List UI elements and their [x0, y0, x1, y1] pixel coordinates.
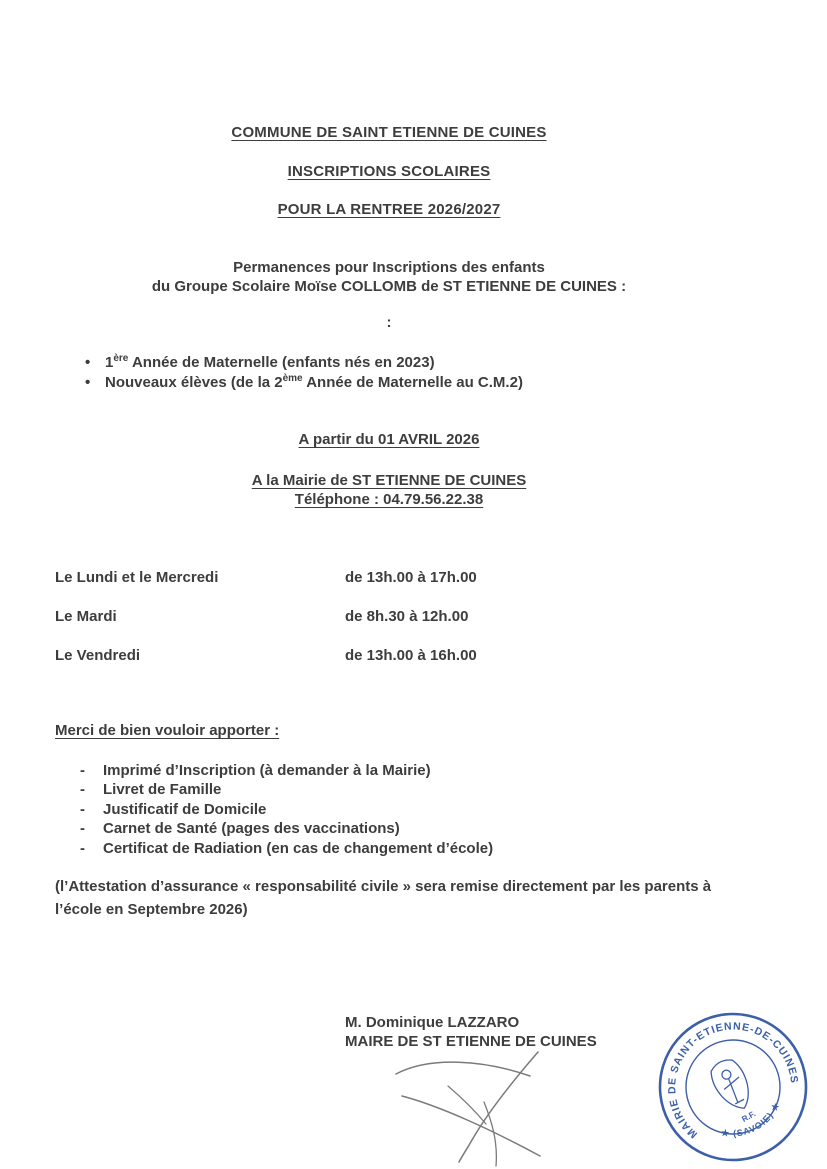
signature-scribble [388, 1046, 560, 1168]
list-item [80, 800, 493, 819]
start-date-line: A partir du 01 AVRIL 2026 [298, 431, 480, 448]
stamp-emblem [706, 1055, 758, 1116]
signature-scribble-svg [388, 1046, 560, 1168]
insurance-note: (l’Attestation d’assurance « responsabilité civile » sera remise directement par les parents à l’école en Septembre 2026) [55, 878, 712, 918]
bring-item-text: Livret de Famille [103, 781, 222, 799]
doc-title-commune: COMMUNE DE SAINT ETIENNE DE CUINES [231, 124, 547, 141]
svg-text:MAIRIE DE SAINT-ETIENNE-DE-CUI [653, 1007, 805, 1143]
bullet1-sup: ère [113, 353, 129, 364]
official-stamp-svg [653, 1007, 813, 1167]
bullet2-sup: ème [282, 373, 303, 384]
list-item [80, 839, 493, 858]
bring-item-text: Imprimé d’Inscription (à demander à la Mairie) [103, 762, 431, 779]
schedule-day: Le Vendredi [55, 647, 141, 664]
bullet2-pre: Nouveaux élèves (de la 2 [105, 374, 283, 391]
schedule-day: Le Lundi et le Mercredi [55, 569, 219, 586]
dash-icon: - [80, 839, 85, 857]
list-item [80, 761, 493, 780]
svg-text:★ (SAVOIE) ★ [717, 1098, 788, 1149]
bring-item-text: Certificat de Radiation (en cas de changement d’école) [103, 839, 494, 857]
list-item [80, 819, 493, 838]
phone-line: Téléphone : 04.79.56.22.38 [294, 491, 484, 508]
bullet1-text: Année de Maternelle (enfants nés en 2023) [128, 354, 435, 371]
stamp-bottom-text: ★ (SAVOIE) ★ [720, 1100, 782, 1139]
bullet2-text: Année de Maternelle au C.M.2) [302, 374, 523, 391]
bring-heading: Merci de bien vouloir apporter : [55, 722, 280, 739]
doc-title-rentree: POUR LA RENTREE 2026/2027 [277, 201, 501, 218]
list-item [85, 353, 523, 373]
list-item [80, 780, 493, 799]
doc-title-inscriptions: INSCRIPTIONS SCOLAIRES [287, 163, 491, 180]
bullet-icon: • [85, 354, 91, 371]
bullet1-pre: 1 [105, 354, 114, 371]
location-block [0, 471, 778, 509]
schedule-time: de 13h.00 à 17h.00 [345, 569, 477, 586]
bring-item-text: Carnet de Santé (pages des vaccinations) [103, 820, 400, 838]
bring-list [80, 761, 493, 858]
location-line: A la Mairie de ST ETIENNE DE CUINES [251, 472, 527, 489]
schedule-time: de 8h.30 à 12h.00 [345, 608, 469, 625]
signatory-name: M. Dominique LAZZARO [345, 1014, 520, 1031]
dash-icon: - [80, 762, 85, 779]
intro-paragraph [0, 258, 778, 296]
schedule-day: Le Mardi [55, 608, 117, 625]
stamp-ring-text: MAIRIE DE SAINT-ETIENNE-DE-CUINES [666, 1020, 801, 1141]
signatory-title: MAIRE DE ST ETIENNE DE CUINES [345, 1032, 597, 1050]
dash-icon: - [80, 781, 85, 799]
dash-icon: - [80, 820, 85, 838]
bullet-icon: • [85, 374, 91, 391]
list-item [85, 373, 523, 393]
dash-icon: - [80, 800, 85, 818]
schedule-time: de 13h.00 à 16h.00 [345, 647, 477, 664]
bring-item-text: Justificatif de Domicile [103, 800, 267, 818]
eligibility-list [85, 353, 523, 393]
stamp-rf-text: R.F. [740, 1109, 758, 1124]
official-stamp [653, 1007, 813, 1167]
lone-colon: : [386, 314, 392, 331]
intro-line-1: Permanences pour Inscriptions des enfants [233, 259, 545, 276]
intro-line-2: du Groupe Scolaire Moïse COLLOMB de ST ETIENNE DE CUINES : [151, 278, 627, 295]
